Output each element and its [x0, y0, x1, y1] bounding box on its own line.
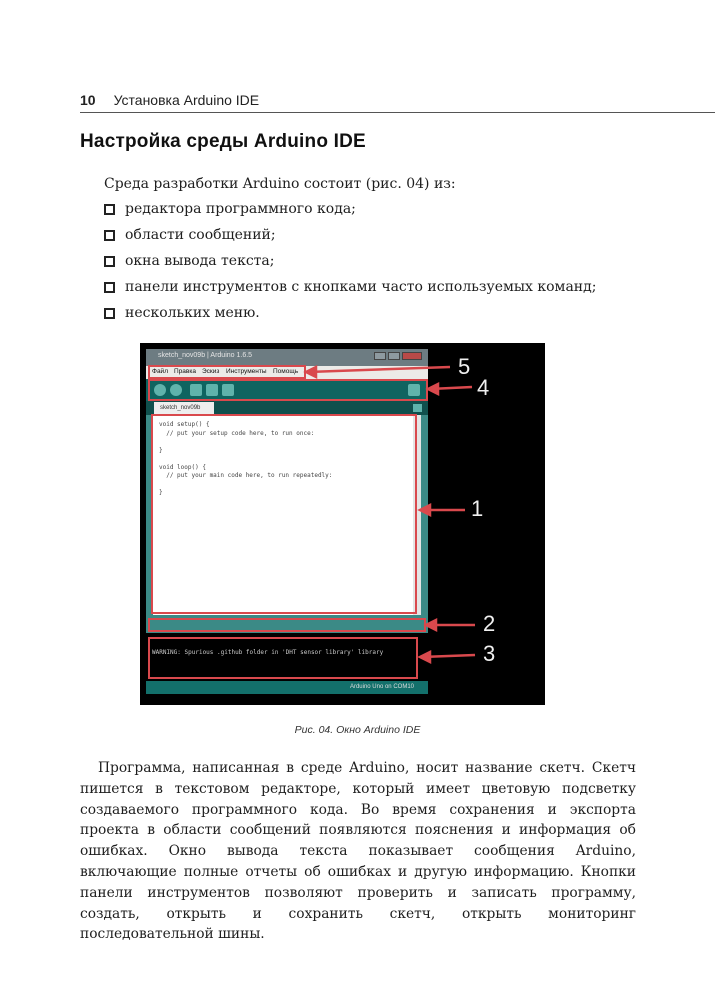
checkbox-bullet-icon — [104, 230, 115, 241]
menu-sketch: Эскиз — [202, 368, 220, 375]
callout-4: 4 — [477, 375, 490, 400]
tab-sketch: sketch_nov09b — [154, 402, 214, 415]
callout-2: 2 — [483, 611, 496, 636]
list-item: окна вывода текста; — [104, 248, 596, 274]
menu-edit: Правка — [174, 368, 196, 375]
callout-1: 1 — [471, 496, 484, 521]
sketch-code: void setup() { // put your setup code here, to run once: } void loop() { // put your main code here, to run repeatedly: } — [159, 421, 333, 496]
list-item: редактора программного кода; — [104, 196, 596, 222]
list-item: панели инструментов с кнопками часто используемых команд; — [104, 274, 596, 300]
figure-caption: Рис. 04. Окно Arduino IDE — [294, 724, 421, 736]
intro-text: Среда разработки Arduino состоит (рис. 04) из: — [104, 176, 456, 192]
callout-3: 3 — [483, 641, 496, 666]
running-header — [80, 92, 259, 108]
menu-file: Файл — [152, 368, 168, 375]
console-text: WARNING: Spurious .github folder in 'DHT sensor library' library — [152, 649, 384, 656]
window-title: sketch_nov09b | Arduino 1.6.5 — [158, 352, 253, 359]
header-rule — [80, 112, 715, 113]
checkbox-bullet-icon — [104, 256, 115, 267]
arrow-5 — [308, 367, 450, 372]
body-paragraph: Программа, написанная в среде Arduino, носит название скетч. Скетч пишется в текстовом редакторе, который имеет цветовую подсветку создаваемого программного кода. Во время сохранения и экспорта проекта в области сообщений появляются пояснения и информация об ошибках. Окно вывода текста показывает сообщения Arduino, включающие полные отчеты об ошибках и другую информацию. Кнопки панели инструментов позволяют проверить и записать программу, создать, открыть и сохранить скетч, открыть мониторинг последовательной шины. — [80, 760, 636, 943]
board-status: Arduino Uno on COM10 — [349, 684, 414, 690]
callout-5: 5 — [458, 354, 471, 379]
running-title: Установка Arduino IDE — [113, 92, 260, 108]
menu-help: Помощь — [273, 368, 299, 375]
checkbox-bullet-icon — [104, 282, 115, 293]
checkbox-bullet-icon — [104, 308, 115, 319]
arduino-ide-figure — [140, 343, 545, 705]
component-list — [104, 196, 596, 326]
list-item: области сообщений; — [104, 222, 596, 248]
menu-tools: Инструменты — [226, 368, 267, 375]
list-item: нескольких меню. — [104, 300, 596, 326]
checkbox-bullet-icon — [104, 204, 115, 215]
section-title: Настройка среды Arduino IDE — [80, 131, 366, 152]
page-number: 10 — [80, 92, 96, 108]
